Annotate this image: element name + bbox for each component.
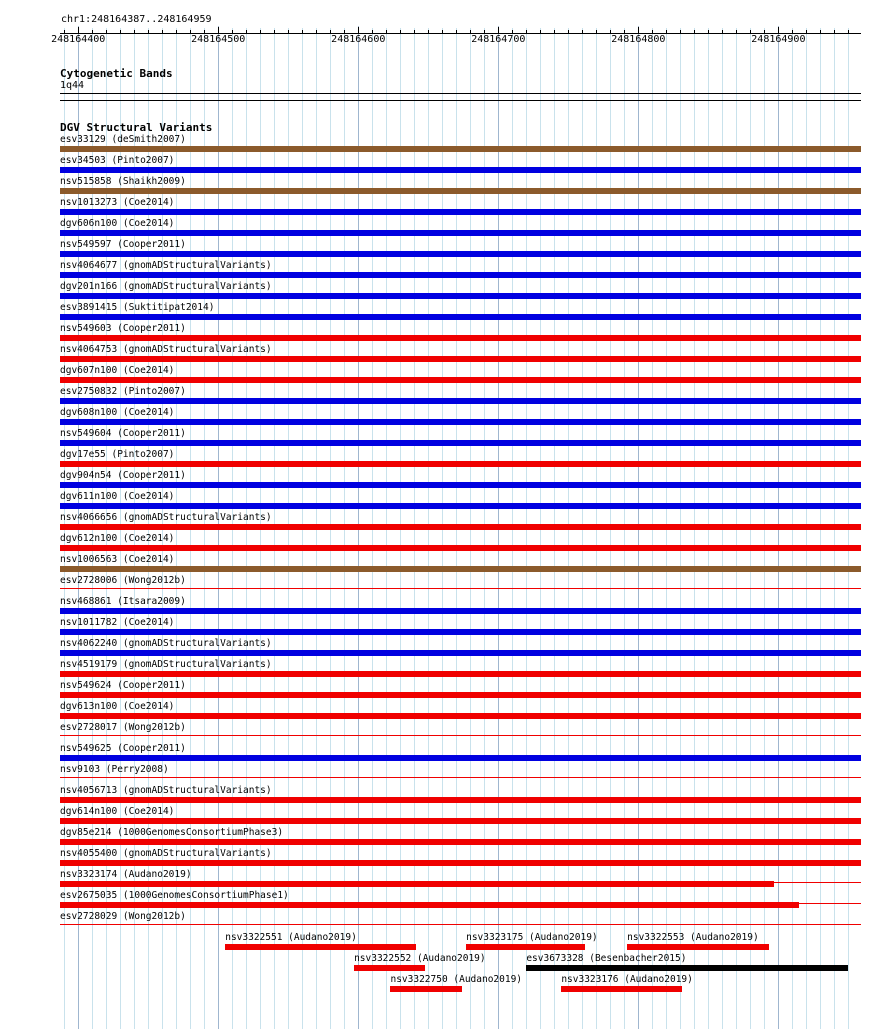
dgv-feature-label[interactable]: dgv613n100 (Coe2014) (60, 701, 175, 712)
dgv-feature-bar[interactable] (60, 713, 861, 719)
dgv-feature-bar[interactable] (60, 461, 861, 467)
ruler-tick-label: 248164700 (471, 34, 526, 45)
dgv-feature-bar[interactable] (60, 440, 861, 446)
ruler-axis (60, 33, 861, 34)
cytoband-top-border (60, 93, 861, 94)
dgv-feature-bar[interactable] (60, 629, 861, 635)
dgv-feature-label[interactable]: nsv9103 (Perry2008) (60, 764, 169, 775)
dgv-feature-bar[interactable] (526, 965, 848, 971)
dgv-feature-label[interactable]: esv3673328 (Besenbacher2015) (526, 953, 687, 964)
dgv-feature-label[interactable]: nsv3323174 (Audano2019) (60, 869, 192, 880)
dgv-feature-label[interactable]: esv2675035 (1000GenomesConsortiumPhase1) (60, 890, 289, 901)
dgv-feature-bar[interactable] (60, 608, 861, 614)
dgv-feature-label[interactable]: dgv904n54 (Cooper2011) (60, 470, 186, 481)
ruler-tick-label: 248164500 (191, 34, 246, 45)
dgv-feature-bar[interactable] (561, 986, 681, 992)
ruler-tick-label: 248164400 (51, 34, 106, 45)
dgv-feature-label[interactable]: esv2728006 (Wong2012b) (60, 575, 186, 586)
dgv-feature-bar[interactable] (466, 944, 585, 950)
dgv-feature-label[interactable]: dgv607n100 (Coe2014) (60, 365, 175, 376)
dgv-feature-bar[interactable] (60, 818, 861, 824)
dgv-feature-label[interactable]: esv33129 (deSmith2007) (60, 134, 186, 145)
dgv-feature-line (774, 882, 861, 883)
dgv-feature-label[interactable]: nsv4066656 (gnomADStructuralVariants) (60, 512, 272, 523)
dgv-feature-label[interactable]: esv34503 (Pinto2007) (60, 155, 175, 166)
dgv-feature-bar[interactable] (60, 293, 861, 299)
dgv-feature-label[interactable]: nsv1013273 (Coe2014) (60, 197, 175, 208)
dgv-feature-bar[interactable] (60, 902, 799, 908)
dgv-feature-label[interactable]: esv2750832 (Pinto2007) (60, 386, 186, 397)
dgv-feature-label[interactable]: nsv549604 (Cooper2011) (60, 428, 186, 439)
dgv-feature-bar[interactable] (60, 209, 861, 215)
dgv-feature-bar[interactable] (60, 314, 861, 320)
dgv-feature-label[interactable]: nsv1011782 (Coe2014) (60, 617, 175, 628)
dgv-feature-bar[interactable] (60, 167, 861, 173)
dgv-feature-label[interactable]: nsv3322551 (Audano2019) (225, 932, 357, 943)
dgv-feature-label[interactable]: nsv3323175 (Audano2019) (466, 932, 598, 943)
dgv-feature-label[interactable]: nsv1006563 (Coe2014) (60, 554, 175, 565)
dgv-feature-label[interactable]: nsv4056713 (gnomADStructuralVariants) (60, 785, 272, 796)
cytoband-track-title[interactable]: Cytogenetic Bands (60, 67, 173, 80)
dgv-feature-bar[interactable] (60, 272, 861, 278)
ruler-tick-label: 248164600 (331, 34, 386, 45)
dgv-feature-label[interactable]: dgv201n166 (gnomADStructuralVariants) (60, 281, 272, 292)
dgv-feature-label[interactable]: nsv4064677 (gnomADStructuralVariants) (60, 260, 272, 271)
dgv-feature-bar[interactable] (60, 146, 861, 152)
dgv-feature-bar[interactable] (60, 524, 861, 530)
dgv-feature-line[interactable] (60, 924, 861, 925)
dgv-feature-label[interactable]: nsv549625 (Cooper2011) (60, 743, 186, 754)
dgv-feature-label[interactable]: nsv3322553 (Audano2019) (627, 932, 759, 943)
dgv-feature-label[interactable]: nsv3322750 (Audano2019) (390, 974, 523, 985)
dgv-feature-label[interactable]: dgv611n100 (Coe2014) (60, 491, 175, 502)
dgv-feature-label[interactable]: esv3891415 (Suktitipat2014) (60, 302, 215, 313)
cytoband-name[interactable]: 1q44 (60, 80, 85, 91)
dgv-feature-label[interactable]: dgv17e55 (Pinto2007) (60, 449, 175, 460)
dgv-feature-label[interactable]: dgv608n100 (Coe2014) (60, 407, 175, 418)
dgv-track-title[interactable]: DGV Structural Variants (60, 121, 213, 134)
dgv-feature-label[interactable]: nsv4519179 (gnomADStructuralVariants) (60, 659, 272, 670)
dgv-feature-line[interactable] (60, 735, 861, 736)
cytoband-bottom-border (60, 100, 861, 101)
dgv-feature-label[interactable]: nsv3323176 (Audano2019) (561, 974, 693, 985)
location-label: chr1:248164387..248164959 (61, 14, 212, 25)
dgv-feature-bar[interactable] (60, 566, 861, 572)
dgv-feature-label[interactable]: esv2728029 (Wong2012b) (60, 911, 186, 922)
dgv-feature-line[interactable] (60, 588, 861, 589)
dgv-feature-label[interactable]: dgv612n100 (Coe2014) (60, 533, 175, 544)
dgv-feature-bar[interactable] (354, 965, 425, 971)
dgv-feature-bar[interactable] (60, 398, 861, 404)
dgv-feature-label[interactable]: nsv549603 (Cooper2011) (60, 323, 186, 334)
dgv-feature-bar[interactable] (60, 188, 861, 194)
dgv-feature-bar[interactable] (60, 230, 861, 236)
dgv-feature-bar[interactable] (60, 482, 861, 488)
dgv-feature-bar[interactable] (60, 503, 861, 509)
dgv-feature-bar[interactable] (225, 944, 415, 950)
dgv-feature-label[interactable]: esv2728017 (Wong2012b) (60, 722, 186, 733)
dgv-feature-bar[interactable] (60, 650, 861, 656)
dgv-feature-label[interactable]: dgv614n100 (Coe2014) (60, 806, 175, 817)
dgv-feature-line (799, 903, 861, 904)
dgv-feature-label[interactable]: nsv4062240 (gnomADStructuralVariants) (60, 638, 272, 649)
dgv-feature-label[interactable]: dgv606n100 (Coe2014) (60, 218, 175, 229)
dgv-feature-bar[interactable] (60, 251, 861, 257)
dgv-feature-bar[interactable] (60, 356, 861, 362)
dgv-feature-bar[interactable] (60, 797, 861, 803)
dgv-feature-label[interactable]: nsv4064753 (gnomADStructuralVariants) (60, 344, 272, 355)
dgv-feature-label[interactable]: nsv549597 (Cooper2011) (60, 239, 186, 250)
dgv-feature-bar[interactable] (60, 755, 861, 761)
dgv-feature-bar[interactable] (60, 419, 861, 425)
dgv-feature-line[interactable] (60, 777, 861, 778)
dgv-feature-label[interactable]: nsv515858 (Shaikh2009) (60, 176, 186, 187)
dgv-feature-label[interactable]: nsv549624 (Cooper2011) (60, 680, 186, 691)
dgv-feature-bar[interactable] (60, 671, 861, 677)
dgv-feature-bar[interactable] (390, 986, 461, 992)
dgv-feature-bar[interactable] (60, 692, 861, 698)
dgv-feature-bar[interactable] (60, 839, 861, 845)
dgv-feature-bar[interactable] (627, 944, 768, 950)
ruler-tick-label: 248164800 (611, 34, 666, 45)
ruler-tick-label: 248164900 (751, 34, 806, 45)
dgv-feature-bar[interactable] (60, 860, 861, 866)
dgv-feature-label[interactable]: nsv3322552 (Audano2019) (354, 953, 486, 964)
dgv-feature-bar[interactable] (60, 881, 774, 887)
dgv-feature-bar[interactable] (60, 377, 861, 383)
dgv-feature-label[interactable]: nsv4055400 (gnomADStructuralVariants) (60, 848, 272, 859)
dgv-feature-label[interactable]: dgv85e214 (1000GenomesConsortiumPhase3) (60, 827, 284, 838)
dgv-feature-label[interactable]: nsv468861 (Itsara2009) (60, 596, 186, 607)
dgv-feature-bar[interactable] (60, 335, 861, 341)
dgv-feature-bar[interactable] (60, 545, 861, 551)
